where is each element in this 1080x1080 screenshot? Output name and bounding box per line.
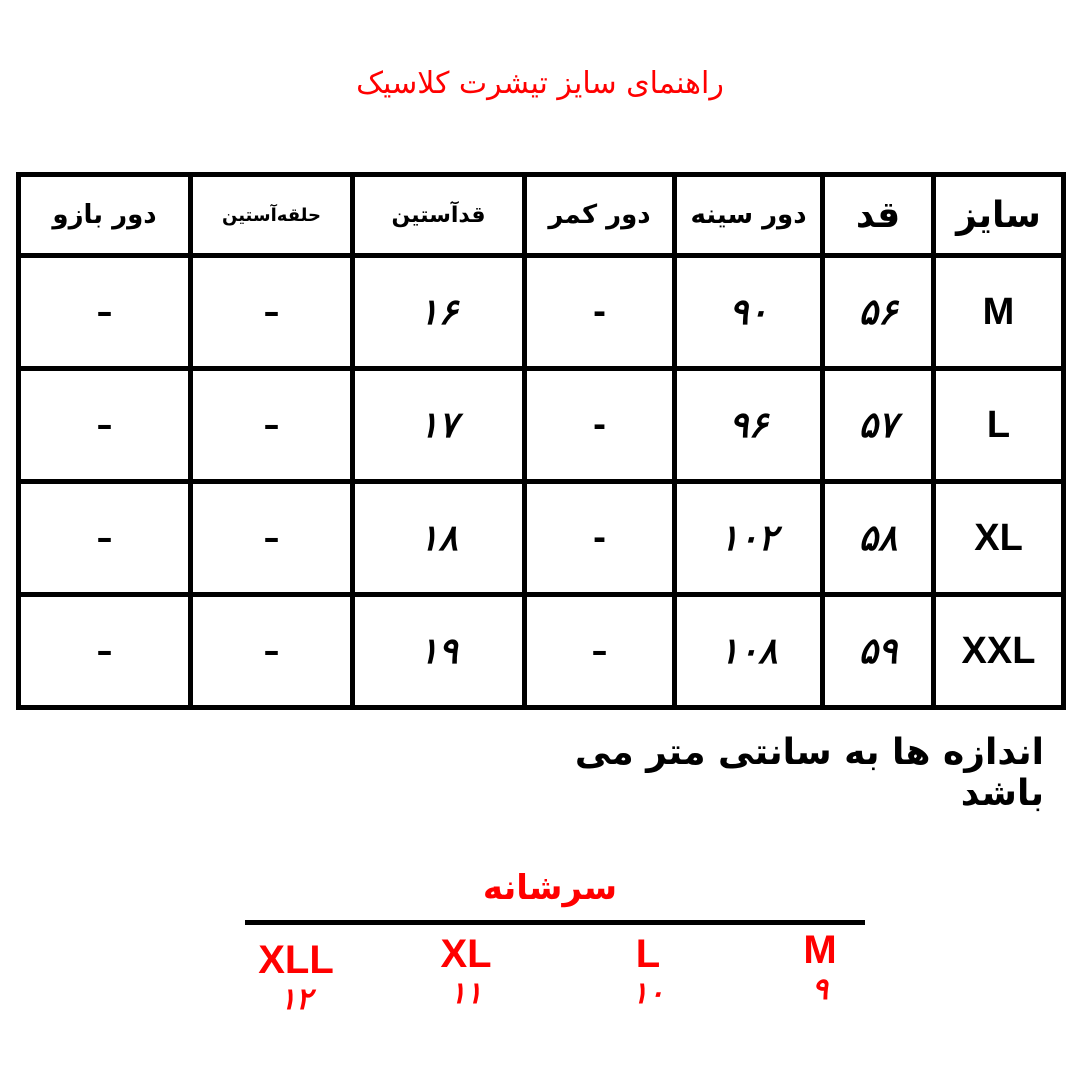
shoulder-value: ۹	[811, 972, 829, 1007]
cell-waist: –	[525, 595, 675, 708]
cell-sleeve-length: ۱۷	[353, 369, 525, 482]
units-note: اندازه ها به سانتی متر می باشد	[574, 732, 1044, 814]
cell-chest: ۹۶	[675, 369, 823, 482]
shoulder-title: سرشانه	[482, 868, 618, 908]
header-length: قد	[823, 175, 934, 256]
cell-length: ۵۸	[823, 482, 934, 595]
cell-armhole: –	[191, 369, 353, 482]
cell-sleeve-length: ۱۶	[353, 256, 525, 369]
table-row	[19, 369, 1064, 482]
shoulder-item-xll	[226, 938, 366, 1018]
cell-length: ۵۷	[823, 369, 934, 482]
cell-size: XXL	[934, 595, 1064, 708]
shoulder-size-label: XLL	[258, 938, 334, 982]
shoulder-value: ۱۱	[449, 976, 483, 1011]
cell-arm-circumference: –	[19, 482, 191, 595]
cell-length: ۵۶	[823, 256, 934, 369]
table-row	[19, 482, 1064, 595]
table-header-row	[19, 175, 1064, 256]
cell-chest: ۹۰	[675, 256, 823, 369]
cell-arm-circumference: –	[19, 369, 191, 482]
cell-size: XL	[934, 482, 1064, 595]
page-title: راهنمای سایز تیشرت کلاسیک	[356, 66, 724, 101]
cell-armhole: –	[191, 256, 353, 369]
cell-waist: -	[525, 369, 675, 482]
table-row	[19, 595, 1064, 708]
header-waist: دور کمر	[525, 175, 675, 256]
cell-waist: -	[525, 256, 675, 369]
shoulder-value: ۱۲	[279, 982, 313, 1017]
header-sleeve-length: قدآستین	[353, 175, 525, 256]
cell-length: ۵۹	[823, 595, 934, 708]
cell-chest: ۱۰۸	[675, 595, 823, 708]
cell-armhole: –	[191, 482, 353, 595]
shoulder-divider	[245, 920, 865, 925]
header-arm-circumference: دور بازو	[19, 175, 191, 256]
cell-sleeve-length: ۱۹	[353, 595, 525, 708]
cell-chest: ۱۰۲	[675, 482, 823, 595]
shoulder-item-m	[750, 928, 890, 1008]
shoulder-value: ۱۰	[631, 976, 665, 1011]
size-chart-table	[16, 172, 1066, 710]
shoulder-item-xl	[396, 932, 536, 1012]
shoulder-size-label: XL	[440, 932, 492, 976]
header-size: سایز	[934, 175, 1064, 256]
cell-waist: -	[525, 482, 675, 595]
header-armhole: حلقه‌آستین	[191, 175, 353, 256]
cell-size: L	[934, 369, 1064, 482]
shoulder-size-label: M	[803, 928, 837, 972]
shoulder-size-label: L	[635, 932, 661, 976]
shoulder-item-l	[578, 932, 718, 1012]
cell-sleeve-length: ۱۸	[353, 482, 525, 595]
header-chest: دور سینه	[675, 175, 823, 256]
cell-armhole: –	[191, 595, 353, 708]
cell-arm-circumference: –	[19, 256, 191, 369]
table-row	[19, 256, 1064, 369]
cell-arm-circumference: –	[19, 595, 191, 708]
cell-size: M	[934, 256, 1064, 369]
